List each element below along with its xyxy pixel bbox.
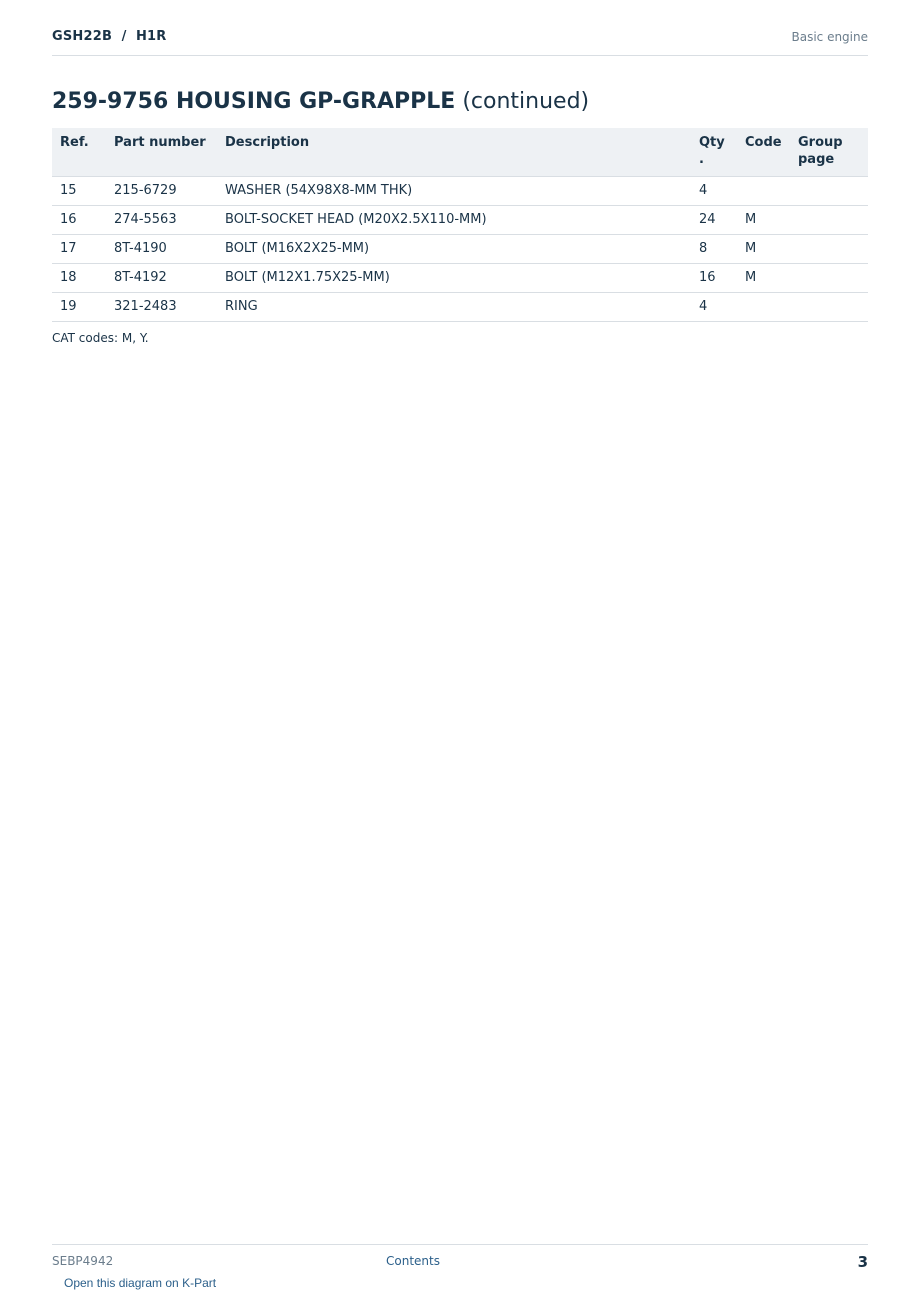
cell-ref: 16 <box>52 206 106 235</box>
cell-code: M <box>737 264 790 293</box>
section-label: Basic engine <box>791 30 868 44</box>
table-header-row <box>52 128 868 177</box>
cell-code: M <box>737 206 790 235</box>
table-row <box>52 264 868 293</box>
cell-code <box>737 177 790 206</box>
column-header-code: Code <box>737 128 790 177</box>
table-row <box>52 293 868 322</box>
cell-group-page <box>790 264 868 293</box>
cell-group-page <box>790 177 868 206</box>
page-title <box>52 89 589 114</box>
page-header <box>52 28 868 56</box>
title-part-name: 259-9756 HOUSING GP-GRAPPLE <box>52 89 456 114</box>
cell-ref: 15 <box>52 177 106 206</box>
cell-ref: 18 <box>52 264 106 293</box>
parts-table <box>52 128 868 322</box>
cell-part-number: 8T-4192 <box>106 264 217 293</box>
cat-codes-note: CAT codes: M, Y. <box>52 331 149 345</box>
page-footer <box>52 1244 868 1275</box>
model-label: GSH22B / H1R <box>52 29 167 44</box>
cell-description: BOLT (M16X2X25-MM) <box>217 235 691 264</box>
cell-group-page <box>790 293 868 322</box>
cell-part-number: 321-2483 <box>106 293 217 322</box>
cell-part-number: 215-6729 <box>106 177 217 206</box>
cell-qty: 24 <box>691 206 737 235</box>
contents-link[interactable]: Contents <box>386 1254 440 1268</box>
column-header-ref: Ref. <box>52 128 106 177</box>
table-row <box>52 177 868 206</box>
cell-ref: 17 <box>52 235 106 264</box>
column-header-group-page: Group page <box>790 128 868 177</box>
cell-code: M <box>737 235 790 264</box>
column-header-description: Description <box>217 128 691 177</box>
column-header-qty: Qty . <box>691 128 737 177</box>
cell-qty: 4 <box>691 293 737 322</box>
cell-qty: 8 <box>691 235 737 264</box>
cell-part-number: 274-5563 <box>106 206 217 235</box>
cell-group-page <box>790 235 868 264</box>
page-number: 3 <box>857 1253 868 1271</box>
cell-description: BOLT (M12X1.75X25-MM) <box>217 264 691 293</box>
cell-description: BOLT-SOCKET HEAD (M20X2.5X110-MM) <box>217 206 691 235</box>
cell-qty: 4 <box>691 177 737 206</box>
cell-qty: 16 <box>691 264 737 293</box>
document-number: SEBP4942 <box>52 1254 114 1268</box>
column-header-part-number: Part number <box>106 128 217 177</box>
cell-part-number: 8T-4190 <box>106 235 217 264</box>
cell-description: WASHER (54X98X8-MM THK) <box>217 177 691 206</box>
table-row <box>52 206 868 235</box>
cell-ref: 19 <box>52 293 106 322</box>
cell-description: RING <box>217 293 691 322</box>
cell-group-page <box>790 206 868 235</box>
cell-code <box>737 293 790 322</box>
kpart-diagram-link[interactable]: Open this diagram on K-Part <box>64 1276 217 1290</box>
table-row <box>52 235 868 264</box>
title-suffix: (continued) <box>462 89 590 114</box>
